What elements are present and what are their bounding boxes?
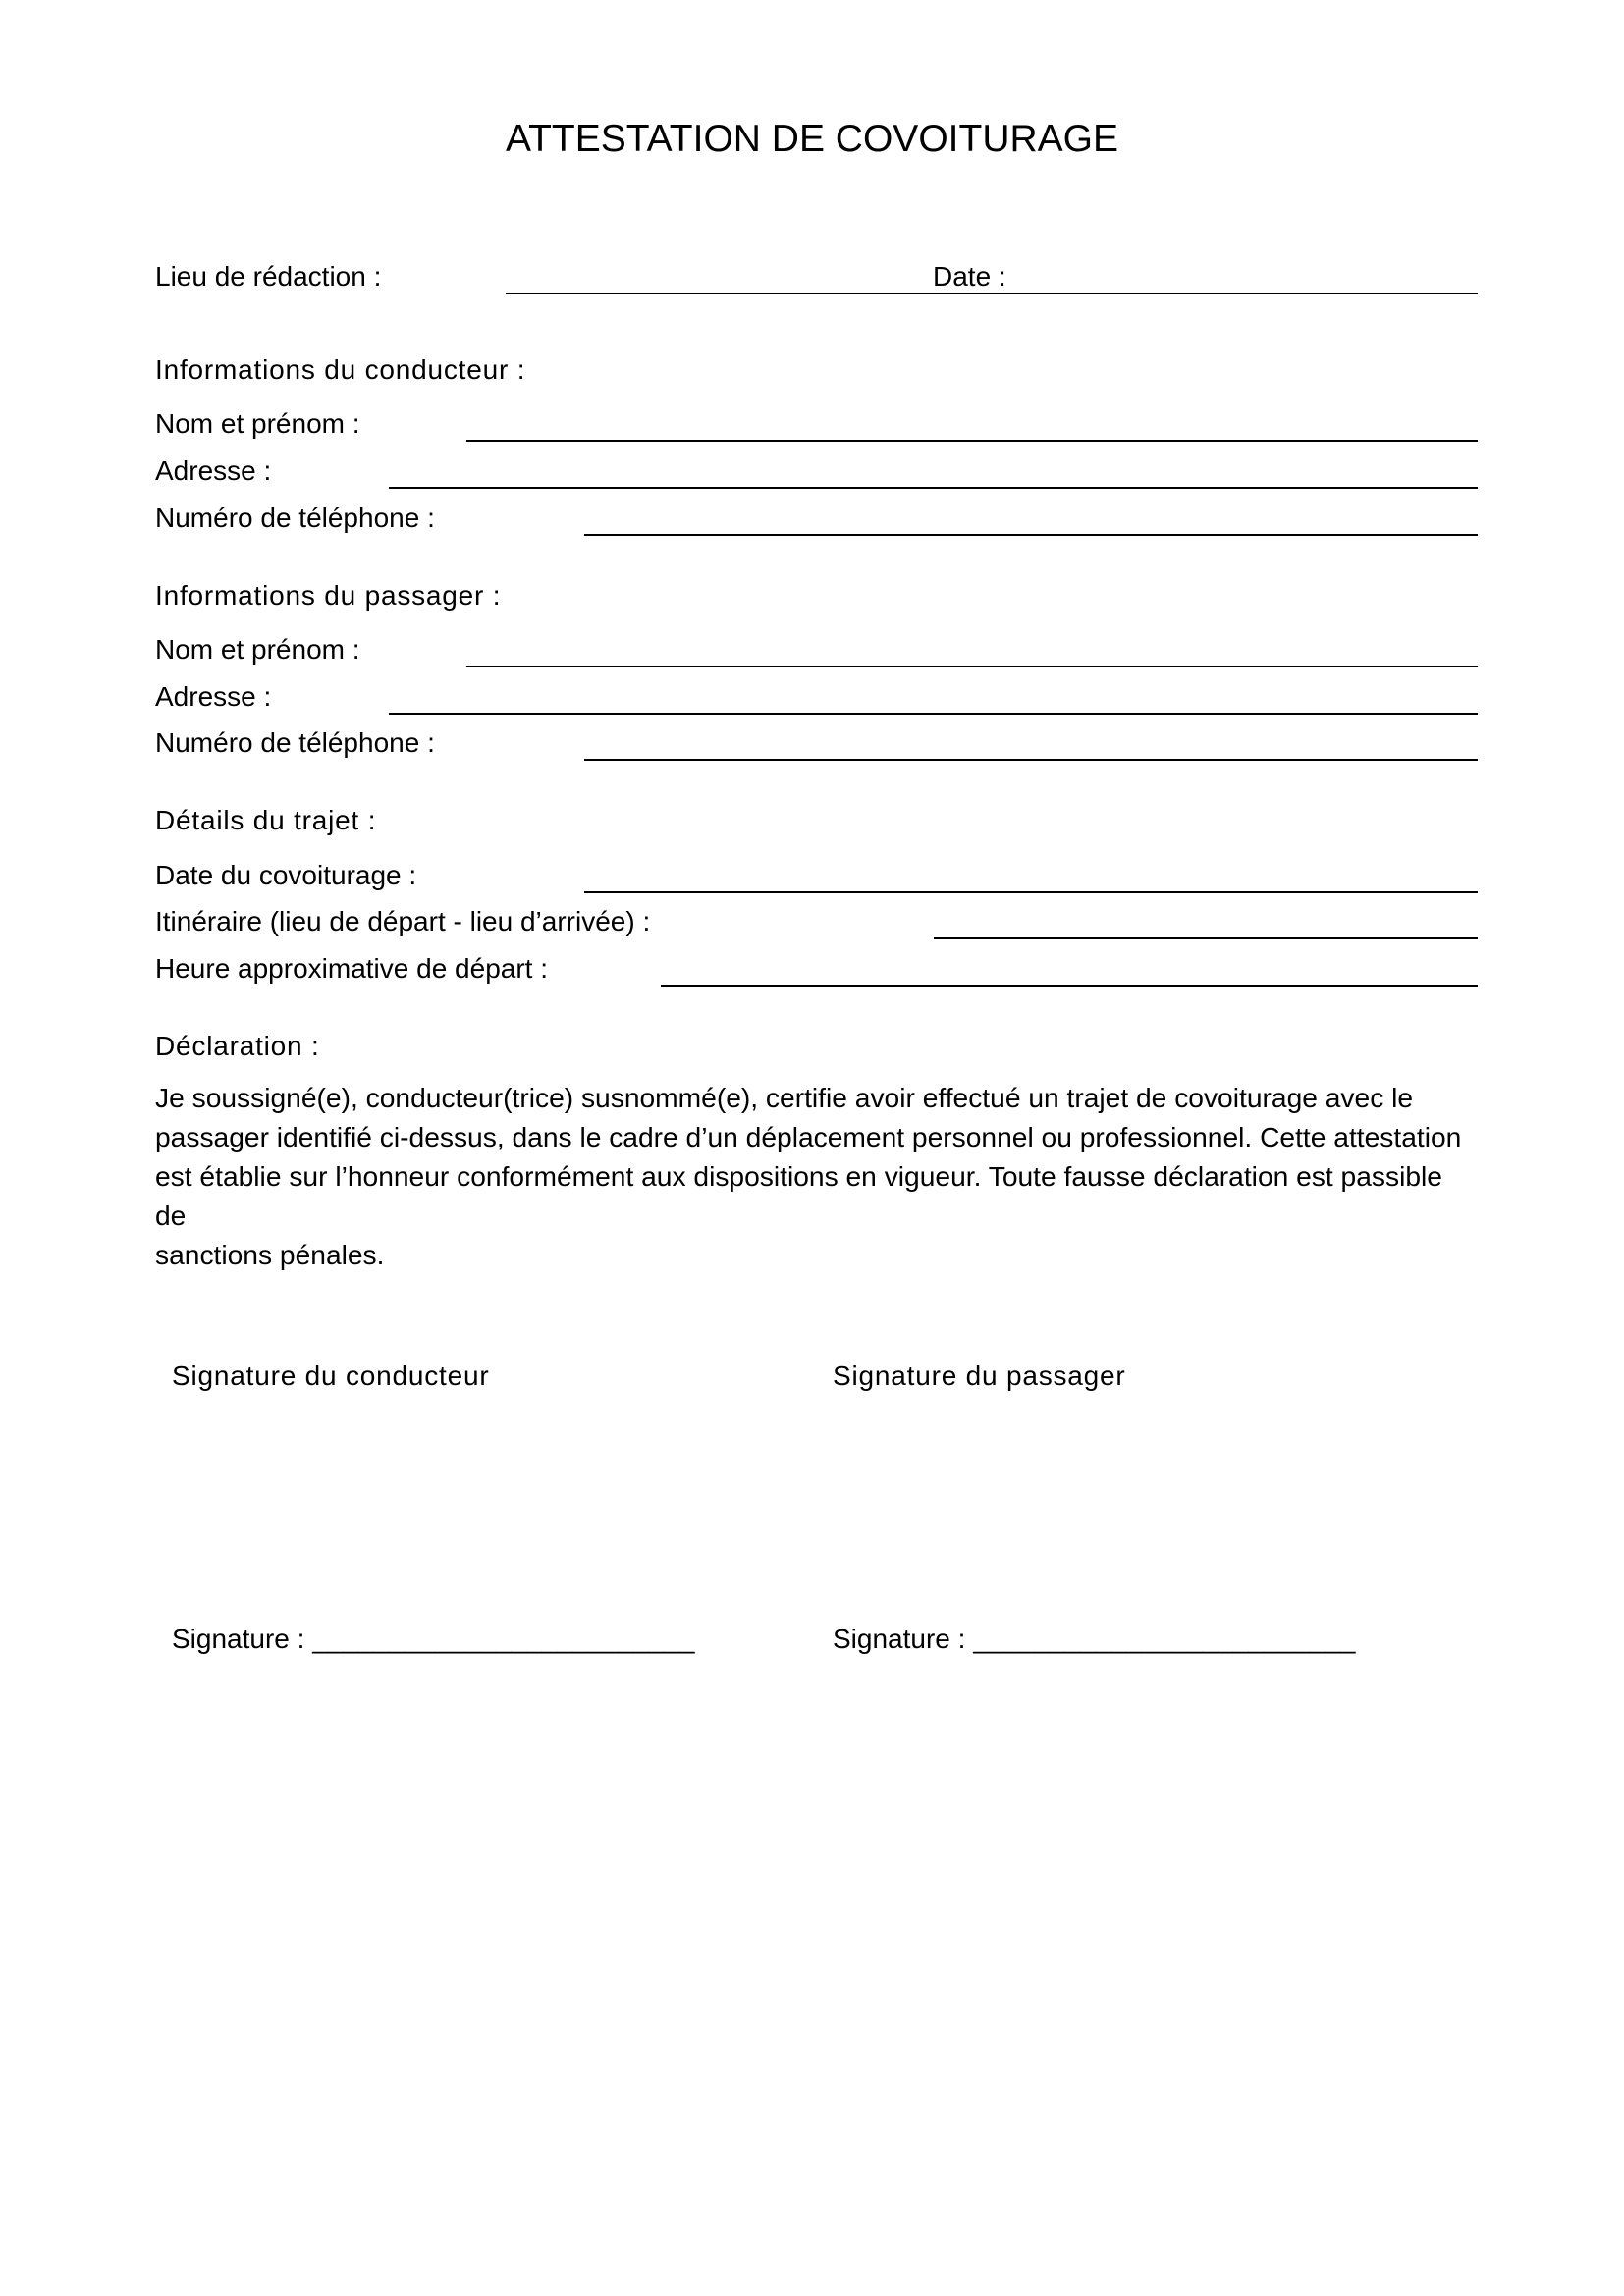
driver-phone-field-line[interactable] — [584, 534, 1478, 536]
trip-route-field-line[interactable] — [934, 937, 1478, 939]
driver-signature-line[interactable]: Signature : _________________________ — [172, 1624, 695, 1654]
lieu-label: Lieu de rédaction : — [155, 261, 382, 292]
driver-address-label: Adresse : — [155, 455, 272, 486]
trip-section-title: Détails du trajet : — [155, 805, 377, 835]
driver-address-field-line[interactable] — [389, 487, 1478, 489]
driver-phone-label: Numéro de téléphone : — [155, 503, 435, 533]
driver-section-title: Informations du conducteur : — [155, 354, 526, 385]
passenger-phone-field-line[interactable] — [584, 759, 1478, 761]
date-label: Date : — [933, 261, 1006, 292]
trip-route-label: Itinéraire (lieu de départ - lieu d’arrivée) : — [155, 906, 651, 936]
passenger-section-title: Informations du passager : — [155, 580, 502, 611]
passenger-address-label: Adresse : — [155, 681, 272, 712]
passenger-signature-title: Signature du passager — [833, 1361, 1126, 1391]
declaration-text: Je soussigné(e), conducteur(trice) susnommé(e), certifie avoir effectué un trajet de covoiturage avec le passager identifié ci-dessus, dans le cadre d’un déplacement personnel ou professionnel. Cette attestation est établie sur l’honneur conformément aux dispositions en vigueur. Toute fausse déclaration est passible de sanctions pénales. — [155, 1082, 1462, 1270]
trip-time-field-line[interactable] — [661, 985, 1478, 987]
passenger-phone-label: Numéro de téléphone : — [155, 727, 435, 758]
passenger-name-field-line[interactable] — [466, 666, 1478, 667]
trip-time-label: Heure approximative de départ : — [155, 953, 548, 984]
passenger-name-label: Nom et prénom : — [155, 634, 360, 665]
driver-name-field-line[interactable] — [466, 440, 1478, 442]
passenger-address-field-line[interactable] — [389, 713, 1478, 715]
passenger-signature-line[interactable]: Signature : _________________________ — [833, 1624, 1356, 1654]
driver-signature-title: Signature du conducteur — [172, 1361, 490, 1391]
document-title: ATTESTATION DE COVOITURAGE — [505, 118, 1119, 160]
driver-name-label: Nom et prénom : — [155, 408, 360, 439]
trip-date-label: Date du covoiturage : — [155, 860, 417, 890]
declaration-section-title: Déclaration : — [155, 1031, 320, 1061]
trip-date-field-line[interactable] — [584, 891, 1478, 893]
